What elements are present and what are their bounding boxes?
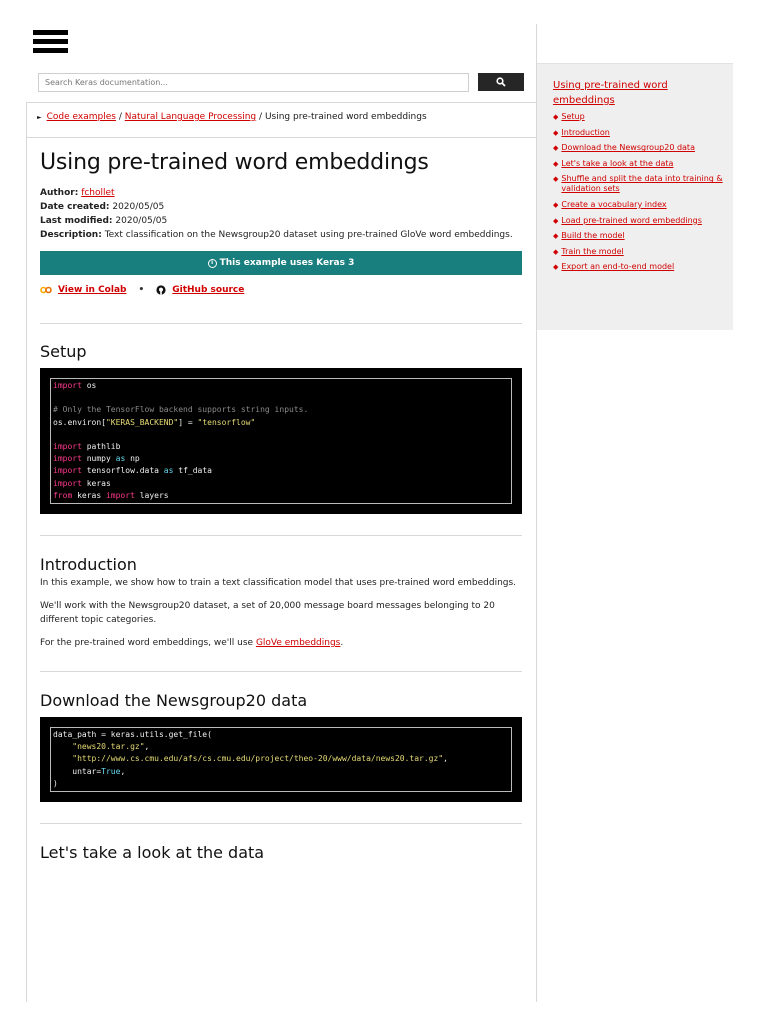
keras3-banner <box>40 251 522 275</box>
toc-item <box>553 262 723 272</box>
bullet-icon: ◆ <box>553 175 559 184</box>
toc-item <box>553 143 723 153</box>
github-source-link[interactable]: GitHub source <box>172 285 245 295</box>
source-links <box>40 284 522 296</box>
main-content <box>40 138 522 862</box>
modified-label: Last modified: <box>40 216 113 226</box>
toc-link-look-at-data[interactable]: Let's take a look at the data <box>561 158 674 168</box>
frame-divider <box>26 102 537 103</box>
bullet-icon: ◆ <box>553 144 559 153</box>
author-label: Author: <box>40 188 79 198</box>
bullet-icon: ◆ <box>553 128 559 137</box>
section-divider <box>40 323 522 324</box>
intro-paragraph: In this example, we show how to train a text classification model that uses pre-trained word embeddings. <box>40 578 517 589</box>
code-block-setup[interactable]: import os # Only the TensorFlow backend supports string inputs. os.environ["KERAS_BACKEND"] = "tensorflow" import pathlib import numpy as np import tensorflow.data as tf_data import keras from keras import layers <box>40 368 522 514</box>
toc-item <box>553 216 723 226</box>
link-separator: • <box>138 285 145 295</box>
toc-item <box>553 128 723 138</box>
toc-link-train-model[interactable]: Train the model <box>561 246 624 256</box>
toc-link-vocabulary[interactable]: Create a vocabulary index <box>561 199 667 209</box>
bullet-icon: ◆ <box>553 113 559 121</box>
search-button[interactable] <box>478 73 524 91</box>
toc-item <box>553 200 723 210</box>
toc-link-introduction[interactable]: Introduction <box>561 127 610 137</box>
table-of-contents <box>537 63 733 330</box>
section-title-look-at-data: Let's take a look at the data <box>40 843 265 863</box>
toc-link-export-model[interactable]: Export an end-to-end model <box>561 262 675 272</box>
created-date: 2020/05/05 <box>112 202 165 212</box>
banner-text: This example uses Keras 3 <box>219 258 355 268</box>
bullet-icon: ◆ <box>553 232 559 241</box>
intro-paragraph: We'll work with the Newsgroup20 dataset, a set of 20,000 message board messages belonging to 20 different topic categories. <box>40 601 495 626</box>
bullet-icon: ◆ <box>553 247 559 256</box>
view-in-colab-link[interactable]: View in Colab <box>58 285 127 295</box>
frame-divider <box>26 102 27 1002</box>
github-icon <box>156 285 166 295</box>
toc-link-load-embeddings[interactable]: Load pre-trained word embeddings <box>561 215 702 225</box>
breadcrumb <box>37 112 427 122</box>
bullet-icon: ◆ <box>553 216 559 225</box>
toc-title-link[interactable]: Using pre-trained word embeddings <box>553 80 668 106</box>
info-icon: i <box>208 259 217 268</box>
breadcrumb-nlp[interactable]: Natural Language Processing <box>124 112 257 122</box>
toc-item <box>553 174 723 194</box>
created-label: Date created: <box>40 202 110 212</box>
bullet-icon: ◆ <box>553 263 559 272</box>
bullet-icon: ◆ <box>553 159 559 168</box>
intro-paragraph <box>40 636 522 650</box>
intro-text: . <box>340 638 344 649</box>
article-meta <box>40 186 522 242</box>
breadcrumb-separator: / <box>259 112 263 122</box>
menu-icon[interactable] <box>33 30 68 57</box>
breadcrumb-code-examples[interactable]: Code examples <box>46 112 116 122</box>
breadcrumb-separator: / <box>118 112 122 122</box>
caret-right-icon: ► <box>37 114 42 121</box>
toc-item <box>553 231 723 241</box>
modified-date: 2020/05/05 <box>115 216 168 226</box>
toc-link-build-model[interactable]: Build the model <box>561 231 625 241</box>
toc-link-download[interactable]: Download the Newsgroup20 data <box>561 143 695 153</box>
code-block-download[interactable]: data_path = keras.utils.get_file( "news20.tar.gz", "http://www.cs.cmu.edu/afs/cs.cmu.edu/project/theo-20/www/data/news20.tar.gz", untar=True, ) <box>40 717 522 802</box>
bullet-icon: ◆ <box>553 200 559 209</box>
toc-item <box>553 159 723 169</box>
section-divider <box>40 823 522 824</box>
breadcrumb-current: Using pre-trained word embeddings <box>264 112 427 122</box>
section-divider <box>40 671 522 672</box>
toc-link-shuffle-split[interactable]: Shuffle and split the data into training & validation sets <box>561 174 723 194</box>
toc-item <box>553 112 723 122</box>
toc-item <box>553 247 723 257</box>
section-title-download: Download the Newsgroup20 data <box>40 691 308 711</box>
description-label: Description: <box>40 230 102 240</box>
page-title: Using pre-trained word embeddings <box>40 150 429 175</box>
search-input[interactable] <box>38 73 469 92</box>
glove-embeddings-link[interactable]: GloVe embeddings <box>255 638 341 649</box>
toc-link-setup[interactable]: Setup <box>561 112 585 121</box>
description-text: Text classification on the Newsgroup20 dataset using pre-trained GloVe word embeddings. <box>104 230 513 240</box>
intro-text: For the pre-trained word embeddings, we'll use <box>40 638 256 649</box>
section-divider <box>40 535 522 536</box>
search-icon <box>496 77 506 87</box>
section-title-introduction: Introduction <box>40 555 137 575</box>
section-title-setup: Setup <box>40 342 87 361</box>
author-link[interactable]: fchollet <box>81 188 115 198</box>
colab-icon <box>40 286 52 294</box>
